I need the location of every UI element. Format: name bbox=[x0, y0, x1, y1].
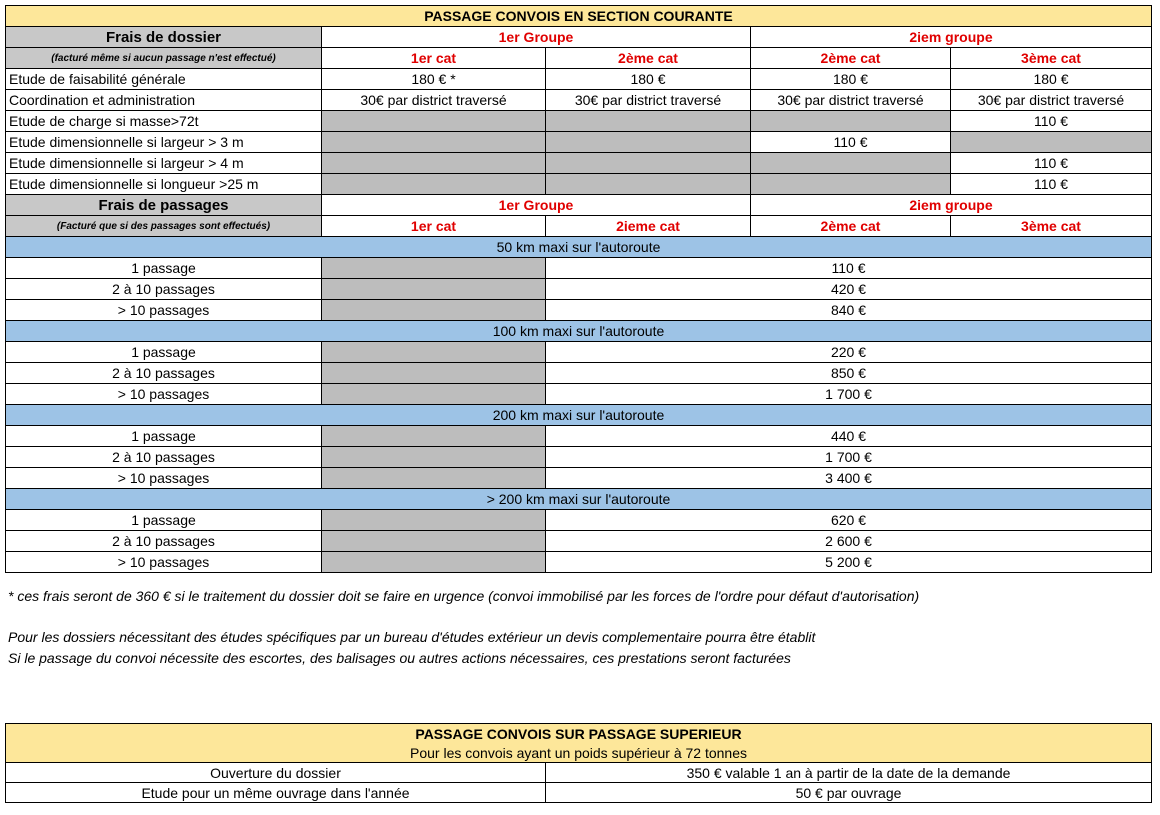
table-row bbox=[6, 384, 1152, 405]
na-cell bbox=[546, 174, 751, 195]
row-label: > 10 passages bbox=[6, 468, 322, 489]
row-label: Etude dimensionnelle si largeur > 4 m bbox=[6, 153, 322, 174]
cat-header: 2ème cat bbox=[546, 48, 751, 69]
na-cell bbox=[322, 426, 546, 447]
na-cell bbox=[546, 153, 751, 174]
row-label: 1 passage bbox=[6, 258, 322, 279]
price-cell: 2 600 € bbox=[546, 531, 1152, 552]
price-cell: 420 € bbox=[546, 279, 1152, 300]
na-cell bbox=[546, 111, 751, 132]
section-title: PASSAGE CONVOIS SUR PASSAGE SUPERIEUR bbox=[6, 724, 1152, 744]
cat-header: 2ème cat bbox=[751, 48, 951, 69]
table-row bbox=[6, 279, 1152, 300]
price-cell: 5 200 € bbox=[546, 552, 1152, 573]
row-label: Etude de charge si masse>72t bbox=[6, 111, 322, 132]
band-title: > 200 km maxi sur l'autoroute bbox=[6, 489, 1152, 510]
row-label: 1 passage bbox=[6, 426, 322, 447]
cat-header: 2ème cat bbox=[751, 216, 951, 237]
table-row bbox=[6, 69, 1152, 90]
na-cell bbox=[322, 510, 546, 531]
row-label: > 10 passages bbox=[6, 552, 322, 573]
price-cell: 3 400 € bbox=[546, 468, 1152, 489]
row-label: 1 passage bbox=[6, 510, 322, 531]
price-cell: 110 € bbox=[546, 258, 1152, 279]
row-label: Etude pour un même ouvrage dans l'année bbox=[6, 783, 546, 803]
frais-dossier-label: Frais de dossier bbox=[6, 27, 322, 48]
na-cell bbox=[322, 531, 546, 552]
fee-cell: 110 € bbox=[751, 132, 951, 153]
table-row bbox=[6, 426, 1152, 447]
band-title: 200 km maxi sur l'autoroute bbox=[6, 405, 1152, 426]
fee-cell: 180 € bbox=[546, 69, 751, 90]
na-cell bbox=[322, 300, 546, 321]
table-row bbox=[6, 763, 1152, 783]
cat-header: 3ème cat bbox=[951, 216, 1152, 237]
na-cell bbox=[322, 447, 546, 468]
band-row bbox=[6, 321, 1152, 342]
fee-cell: 110 € bbox=[951, 111, 1152, 132]
fee-cell: 180 € * bbox=[322, 69, 546, 90]
na-cell bbox=[322, 153, 546, 174]
na-cell bbox=[751, 153, 951, 174]
na-cell bbox=[322, 132, 546, 153]
section-subtitle: Pour les convois ayant un poids supérieur à 72 tonnes bbox=[6, 743, 1152, 763]
na-cell bbox=[751, 111, 951, 132]
price-cell: 1 700 € bbox=[546, 384, 1152, 405]
na-cell bbox=[322, 279, 546, 300]
section-title-row bbox=[6, 6, 1152, 27]
na-cell bbox=[951, 132, 1152, 153]
table-row bbox=[6, 783, 1152, 803]
dossier-header-row bbox=[6, 27, 1152, 48]
row-label: > 10 passages bbox=[6, 300, 322, 321]
row-label: Etude dimensionnelle si longueur >25 m bbox=[6, 174, 322, 195]
table-row bbox=[6, 468, 1152, 489]
price-cell: 1 700 € bbox=[546, 447, 1152, 468]
row-label: 1 passage bbox=[6, 342, 322, 363]
band-title: 50 km maxi sur l'autoroute bbox=[6, 237, 1152, 258]
fee-cell: 30€ par district traversé bbox=[546, 90, 751, 111]
table-row bbox=[6, 132, 1152, 153]
row-label: Etude dimensionnelle si largeur > 3 m bbox=[6, 132, 322, 153]
price-cell: 440 € bbox=[546, 426, 1152, 447]
table-row bbox=[6, 363, 1152, 384]
frais-passages-label: Frais de passages bbox=[6, 195, 322, 216]
footnote: * ces frais seront de 360 € si le traitement du dossier doit se faire en urgence (convoi immobilisé par les forces de l'ordre pour défaut d'autorisation) bbox=[8, 588, 920, 604]
note-line: Si le passage du convoi nécessite des escortes, des balisages ou autres actions nécessaires, ces prestations seront facturées bbox=[8, 650, 791, 666]
row-label: Coordination et administration bbox=[6, 90, 322, 111]
price-cell: 840 € bbox=[546, 300, 1152, 321]
row-label: 2 à 10 passages bbox=[6, 531, 322, 552]
table-row bbox=[6, 552, 1152, 573]
na-cell bbox=[322, 111, 546, 132]
passages-cat-row bbox=[6, 216, 1152, 237]
overpass-fees-table bbox=[5, 723, 1152, 803]
band-title: 100 km maxi sur l'autoroute bbox=[6, 321, 1152, 342]
section-title-row bbox=[6, 724, 1152, 744]
group2-header: 2iem groupe bbox=[751, 195, 1152, 216]
table-row bbox=[6, 258, 1152, 279]
group1-header: 1er Groupe bbox=[322, 27, 751, 48]
fee-cell: 110 € bbox=[951, 174, 1152, 195]
na-cell bbox=[322, 384, 546, 405]
na-cell bbox=[751, 174, 951, 195]
na-cell bbox=[322, 342, 546, 363]
fee-cell: 110 € bbox=[951, 153, 1152, 174]
note-line: Pour les dossiers nécessitant des études spécifiques par un bureau d'études extérieur un devis complementaire pourra être établit bbox=[8, 629, 816, 645]
group2-header: 2iem groupe bbox=[751, 27, 1152, 48]
fee-cell: 180 € bbox=[751, 69, 951, 90]
table-row bbox=[6, 90, 1152, 111]
fee-cell: 30€ par district traversé bbox=[322, 90, 546, 111]
fee-cell: 30€ par district traversé bbox=[751, 90, 951, 111]
passages-header-row bbox=[6, 195, 1152, 216]
section-subtitle-row bbox=[6, 743, 1152, 763]
cat-header: 3ème cat bbox=[951, 48, 1152, 69]
price-cell: 50 € par ouvrage bbox=[546, 783, 1152, 803]
row-label: 2 à 10 passages bbox=[6, 279, 322, 300]
band-row bbox=[6, 405, 1152, 426]
convoy-fees-table bbox=[5, 5, 1152, 573]
band-row bbox=[6, 489, 1152, 510]
na-cell bbox=[322, 258, 546, 279]
row-label: 2 à 10 passages bbox=[6, 363, 322, 384]
table-row bbox=[6, 153, 1152, 174]
na-cell bbox=[322, 552, 546, 573]
price-cell: 850 € bbox=[546, 363, 1152, 384]
table-row bbox=[6, 510, 1152, 531]
row-label: Ouverture du dossier bbox=[6, 763, 546, 783]
cat-header: 1er cat bbox=[322, 216, 546, 237]
fee-cell: 30€ par district traversé bbox=[951, 90, 1152, 111]
na-cell bbox=[546, 132, 751, 153]
table-row bbox=[6, 174, 1152, 195]
fee-cell: 180 € bbox=[951, 69, 1152, 90]
table-row bbox=[6, 447, 1152, 468]
price-cell: 620 € bbox=[546, 510, 1152, 531]
row-label: > 10 passages bbox=[6, 384, 322, 405]
row-label: Etude de faisabilité générale bbox=[6, 69, 322, 90]
table-row bbox=[6, 300, 1152, 321]
table-row bbox=[6, 111, 1152, 132]
price-cell: 220 € bbox=[546, 342, 1152, 363]
na-cell bbox=[322, 174, 546, 195]
na-cell bbox=[322, 468, 546, 489]
frais-passages-sublabel: (Facturé que si des passages sont effectués) bbox=[6, 216, 322, 237]
cat-header: 2ieme cat bbox=[546, 216, 751, 237]
price-cell: 350 € valable 1 an à partir de la date de la demande bbox=[546, 763, 1152, 783]
table-row bbox=[6, 531, 1152, 552]
row-label: 2 à 10 passages bbox=[6, 447, 322, 468]
na-cell bbox=[322, 363, 546, 384]
band-row bbox=[6, 237, 1152, 258]
dossier-cat-row bbox=[6, 48, 1152, 69]
group1-header: 1er Groupe bbox=[322, 195, 751, 216]
cat-header: 1er cat bbox=[322, 48, 546, 69]
frais-dossier-sublabel: (facturé même si aucun passage n'est effectué) bbox=[6, 48, 322, 69]
table-row bbox=[6, 342, 1152, 363]
section-title: PASSAGE CONVOIS EN SECTION COURANTE bbox=[6, 6, 1152, 27]
